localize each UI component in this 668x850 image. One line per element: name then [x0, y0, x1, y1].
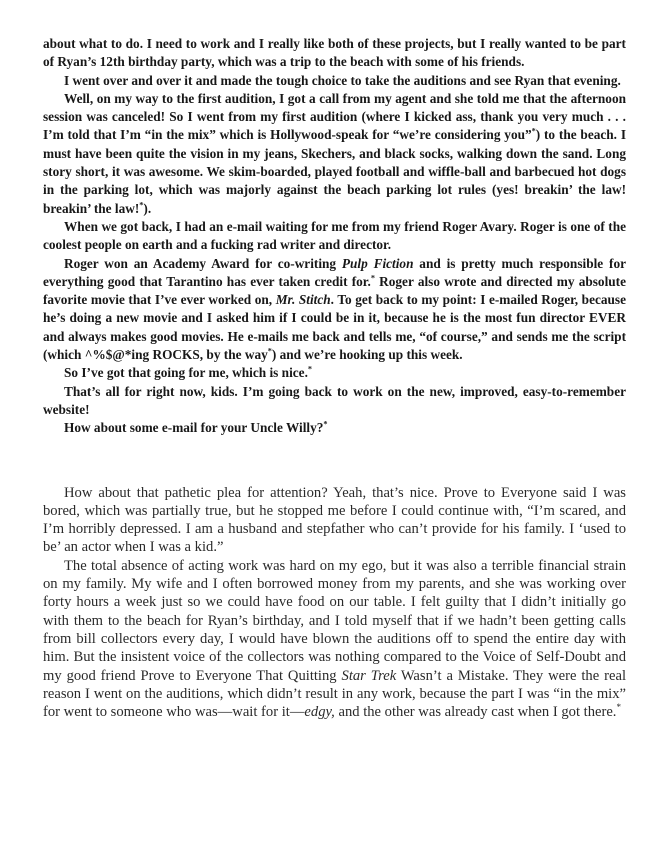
text-segment: about what to do. I need to work and I really like both of these projects, but I really wanted to be part of Ryan’s 12th birthday party, which was a trip to the beach with some of his friends.	[43, 36, 626, 70]
footnote-asterisk: *	[307, 364, 313, 374]
text-segment: ) and we’re hooking up this week.	[271, 347, 463, 363]
paragraph	[43, 484, 626, 557]
text-segment: When we got back, I had an e-mail waiting for me from my friend Roger Avary. Roger is one of the coolest people on earth and a fucking rad writer and director.	[43, 218, 626, 253]
paragraph	[43, 383, 626, 420]
text-segment: How about some e-mail for your Uncle Willy?	[64, 420, 324, 436]
text-segment: and is pretty much responsible for everything good that Tarantino has ever taken credit for.	[43, 255, 626, 289]
text-segment: I went over and over it and made the tough choice to take the auditions and see Ryan that evening.	[64, 72, 621, 88]
paragraph	[43, 90, 626, 218]
footnote-asterisk: *	[323, 419, 328, 429]
paragraph	[43, 218, 626, 255]
narrative-section	[43, 484, 626, 722]
paragraph	[43, 364, 626, 382]
blog-excerpt-section	[43, 35, 626, 438]
text-segment: So I’ve got that going for me, which is nice.	[64, 365, 308, 381]
footnote-asterisk: *	[531, 127, 536, 137]
paragraph	[43, 419, 626, 437]
text-segment: Roger also wrote and directed my absolute favorite movie that I’ve ever worked on,	[43, 273, 626, 308]
footnote-asterisk: *	[616, 702, 621, 713]
footnote-asterisk: *	[267, 346, 272, 356]
footnote-asterisk: *	[139, 200, 144, 210]
text-segment: How about that pathetic plea for attention? Yeah, that’s nice. Prove to Everyone said I was bored, which was partially true, but he stopped me before I could continue with, “I’m scared, and I’m horribly depressed. I am a husband and stepfather who can’t provide for his family. I ‘used to be’ an actor when I was a kid.”	[43, 484, 626, 556]
paragraph	[43, 557, 626, 722]
paragraph	[43, 35, 626, 72]
text-segment: ).	[143, 200, 152, 216]
text-segment: Pulp Fiction	[341, 255, 414, 271]
text-segment: Star Trek	[341, 667, 397, 684]
text-segment: and the other was already cast when I got there.	[334, 704, 617, 721]
text-segment: That’s all for right now, kids. I’m going back to work on the new, improved, easy-to-remember website!	[43, 383, 626, 417]
footnote-asterisk: *	[370, 273, 375, 283]
paragraph	[43, 255, 626, 365]
text-segment: . To get back to my point: I e-mailed Roger, because he’s doing a new movie and I asked him if I could be in it, because he is the most fun director EVER and always makes good movies. He e-mails me back and tells me, “of course,” and sends me the script (which ^%$@*ing ROCKS, by the way	[43, 292, 627, 363]
paragraph	[43, 72, 626, 90]
text-segment: Roger won an Academy Award for co-writing	[64, 255, 342, 271]
text-segment: Well, on my way to the first audition, I got a call from my agent and she told me that the afternoon session was canceled! So I went from my first audition (where I kicked ass, thank you very much . . . I’m told that I’m “in the mix” which is Hollywood-speak for “we’re considering you”	[43, 90, 626, 143]
text-segment: Wasn’t a Mistake. They were the real reason I went on the auditions, which didn’t result in any work, because the part I was “in the mix” for went to someone who was—wait for it—	[43, 667, 626, 721]
text-segment: The total absence of acting work was hard on my ego, but it was also a terrible financial strain on my family. My wife and I often borrowed money from my parents, and she was working over forty hours a week just so we could have food on our table. I felt guilty that I didn’t initially go with them to the beach for Ryan’s birthday, and I told myself that if we hadn’t been getting calls from bill collectors every day, I would have blown the auditions off to spend the entire day with him. But the insistent voice of the collectors was nothing compared to the Voice of Self-Doubt and my good friend Prove to Everyone That Quitting	[43, 557, 626, 684]
text-segment: Mr. Stitch	[275, 292, 331, 308]
page-text-block	[43, 35, 626, 721]
text-segment: ) to the beach. I must have been quite the vision in my jeans, Skechers, and black socks, walking down the sand. Long story short, it was awesome. We skim-boarded, played football and wiffle-ball and barbecued hot dogs in the parking lot, which was majorly against the beach parking lot rules (yes! breakin’ the law! breakin’ the law!	[43, 127, 626, 216]
text-segment: edgy,	[304, 704, 335, 721]
